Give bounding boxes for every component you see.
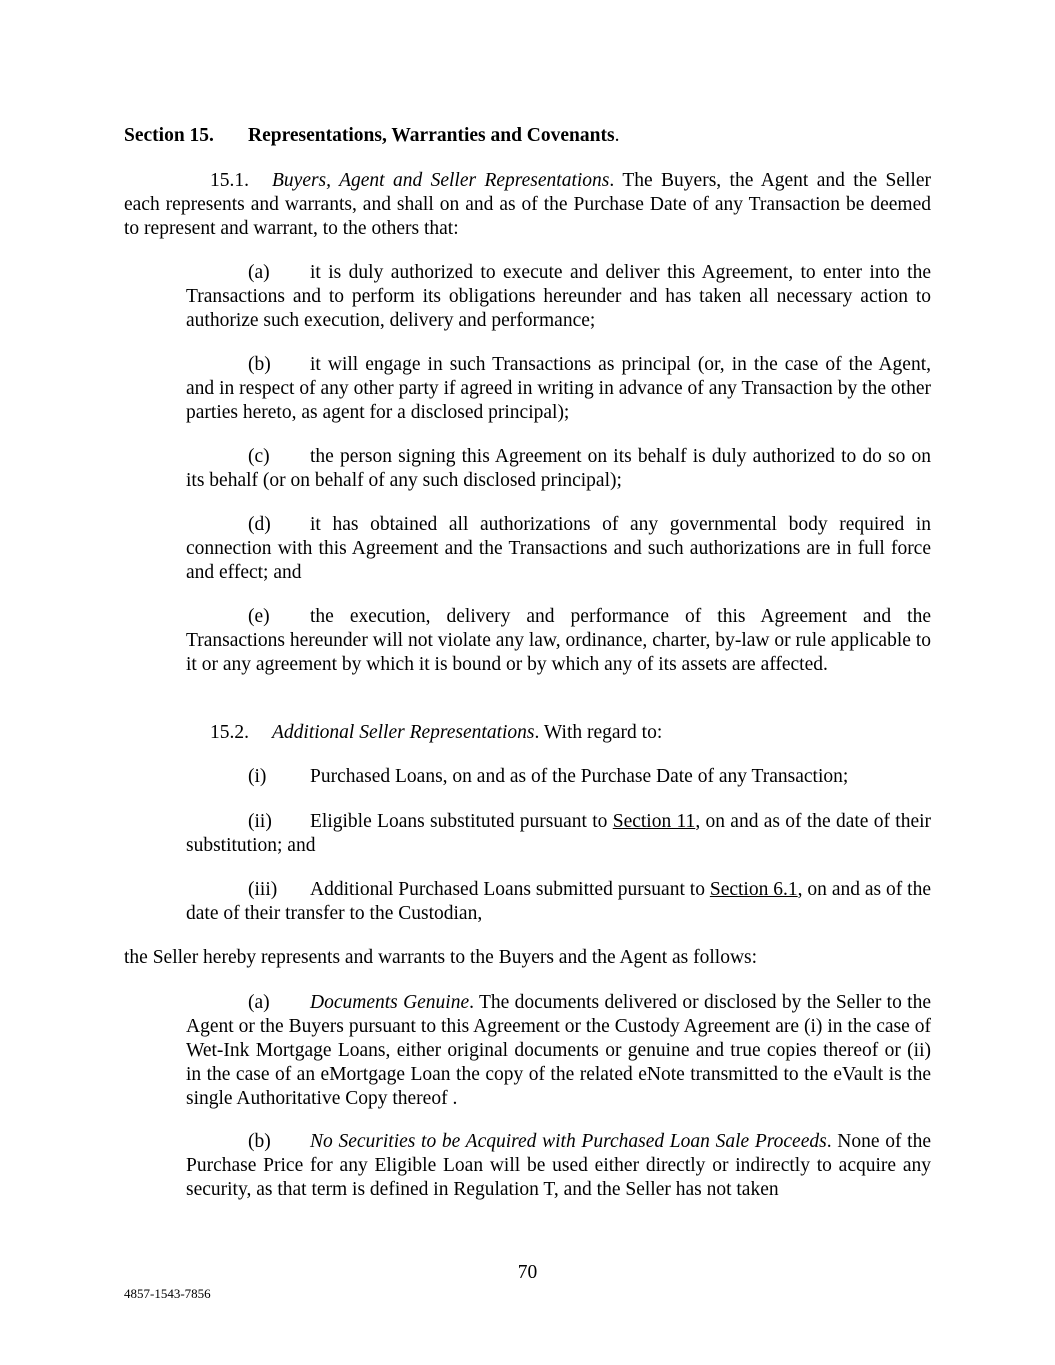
condition-i [186, 765, 931, 789]
paragraph-text: . With regard to: [534, 722, 663, 743]
paragraph-caption: Additional Seller Representations [272, 722, 535, 743]
item-text-after: , on and as of the date of their substitution; and [186, 811, 932, 856]
item-text: the execution, delivery and performance of this Agreement and the Transactions hereunder will not violate any law, ordinance, charter, by-law or rule applicable to it or any agreement by which it is bound or by which any of its assets are affected. [186, 606, 931, 675]
section-number: Section 15. [124, 125, 214, 146]
item-text-before: Eligible Loans substituted pursuant to [310, 811, 613, 832]
item-text: the person signing this Agreement on its behalf is duly authorized to do so on its behalf (or on behalf of any such disclosed principal); [186, 446, 931, 491]
lead-in-paragraph: the Seller hereby represents and warrants to the Buyers and the Agent as follows: [124, 947, 758, 968]
item-label: (iii) [248, 879, 278, 900]
section-11-reference[interactable]: Section 11 [612, 811, 696, 832]
item-caption: Documents Genuine [310, 992, 470, 1013]
item-text: Purchased Loans, on and as of the Purchase Date of any Transaction; [310, 766, 849, 787]
item-text: . The documents delivered or disclosed by the Seller to the Agent or the Buyers pursuant to this Agreement or the Custody Agreement are (i) in the case of Wet-Ink Mortgage Loans, either original documents or genuine and true copies thereof or (ii) in the case of an eMortgage Loan the copy of the related eNote transmitted to the eVault is the single Authoritative Copy thereof . [186, 992, 932, 1109]
rep-item-e [186, 605, 931, 677]
item-label: (ii) [248, 811, 272, 832]
paragraph-text: . The Buyers, the Agent and the Seller each represents and warrants, and shall on and as of the Purchase Date of any Transaction be deemed to represent and warrant, to the others that: [124, 170, 932, 239]
rep-no-securities [186, 1130, 931, 1202]
paragraph-15-1 [124, 169, 931, 241]
item-label: (b) [248, 1131, 271, 1152]
paragraph-number: 15.1. [210, 170, 249, 191]
item-label: (c) [248, 446, 270, 467]
item-label: (a) [248, 262, 270, 283]
rep-item-b [186, 353, 931, 425]
item-label: (b) [248, 354, 271, 375]
item-label: (i) [248, 766, 267, 787]
item-text-before: Additional Purchased Loans submitted pursuant to [310, 879, 710, 900]
item-text: it has obtained all authorizations of any governmental body required in connection with this Agreement and the Transactions and such authorizations are in full force and effect; and [186, 514, 931, 583]
document-id: 4857-1543-7856 [124, 1286, 211, 1301]
item-text: . None of the Purchase Price for any Eligible Loan will be used either directly or indirectly to acquire any security, as that term is defined in Regulation T, and the Seller has not taken [186, 1131, 931, 1200]
condition-iii [186, 878, 931, 926]
item-label: (d) [248, 514, 271, 535]
item-text: it is duly authorized to execute and deliver this Agreement, to enter into the Transactions and to perform its obligations hereunder and has taken all necessary action to authorize such execution, delivery and performance; [186, 262, 931, 331]
item-text-after: , on and as of the date of their transfer to the Custodian, [186, 879, 931, 924]
section-heading [124, 124, 619, 148]
rep-item-a [186, 261, 931, 333]
page-number: 70 [517, 1262, 538, 1283]
item-label: (e) [248, 606, 270, 627]
item-label: (a) [248, 992, 270, 1013]
paragraph-caption: Buyers, Agent and Seller Representations [272, 170, 610, 191]
condition-ii [186, 810, 931, 858]
rep-item-c [186, 445, 931, 493]
rep-documents-genuine [186, 991, 931, 1111]
paragraph-number: 15.2. [210, 722, 249, 743]
item-caption: No Securities to be Acquired with Purchased Loan Sale Proceeds [310, 1131, 827, 1152]
section-title-suffix: . [614, 125, 620, 146]
section-6-1-reference[interactable]: Section 6.1 [709, 879, 798, 900]
section-title: Representations, Warranties and Covenants [248, 125, 615, 146]
item-text: it will engage in such Transactions as principal (or, in the case of the Agent, and in respect of any other party if agreed in writing in advance of any Transaction by the other parties hereto, as agent for a disclosed principal); [186, 354, 931, 423]
rep-item-d [186, 513, 931, 585]
paragraph-15-2 [124, 721, 931, 745]
